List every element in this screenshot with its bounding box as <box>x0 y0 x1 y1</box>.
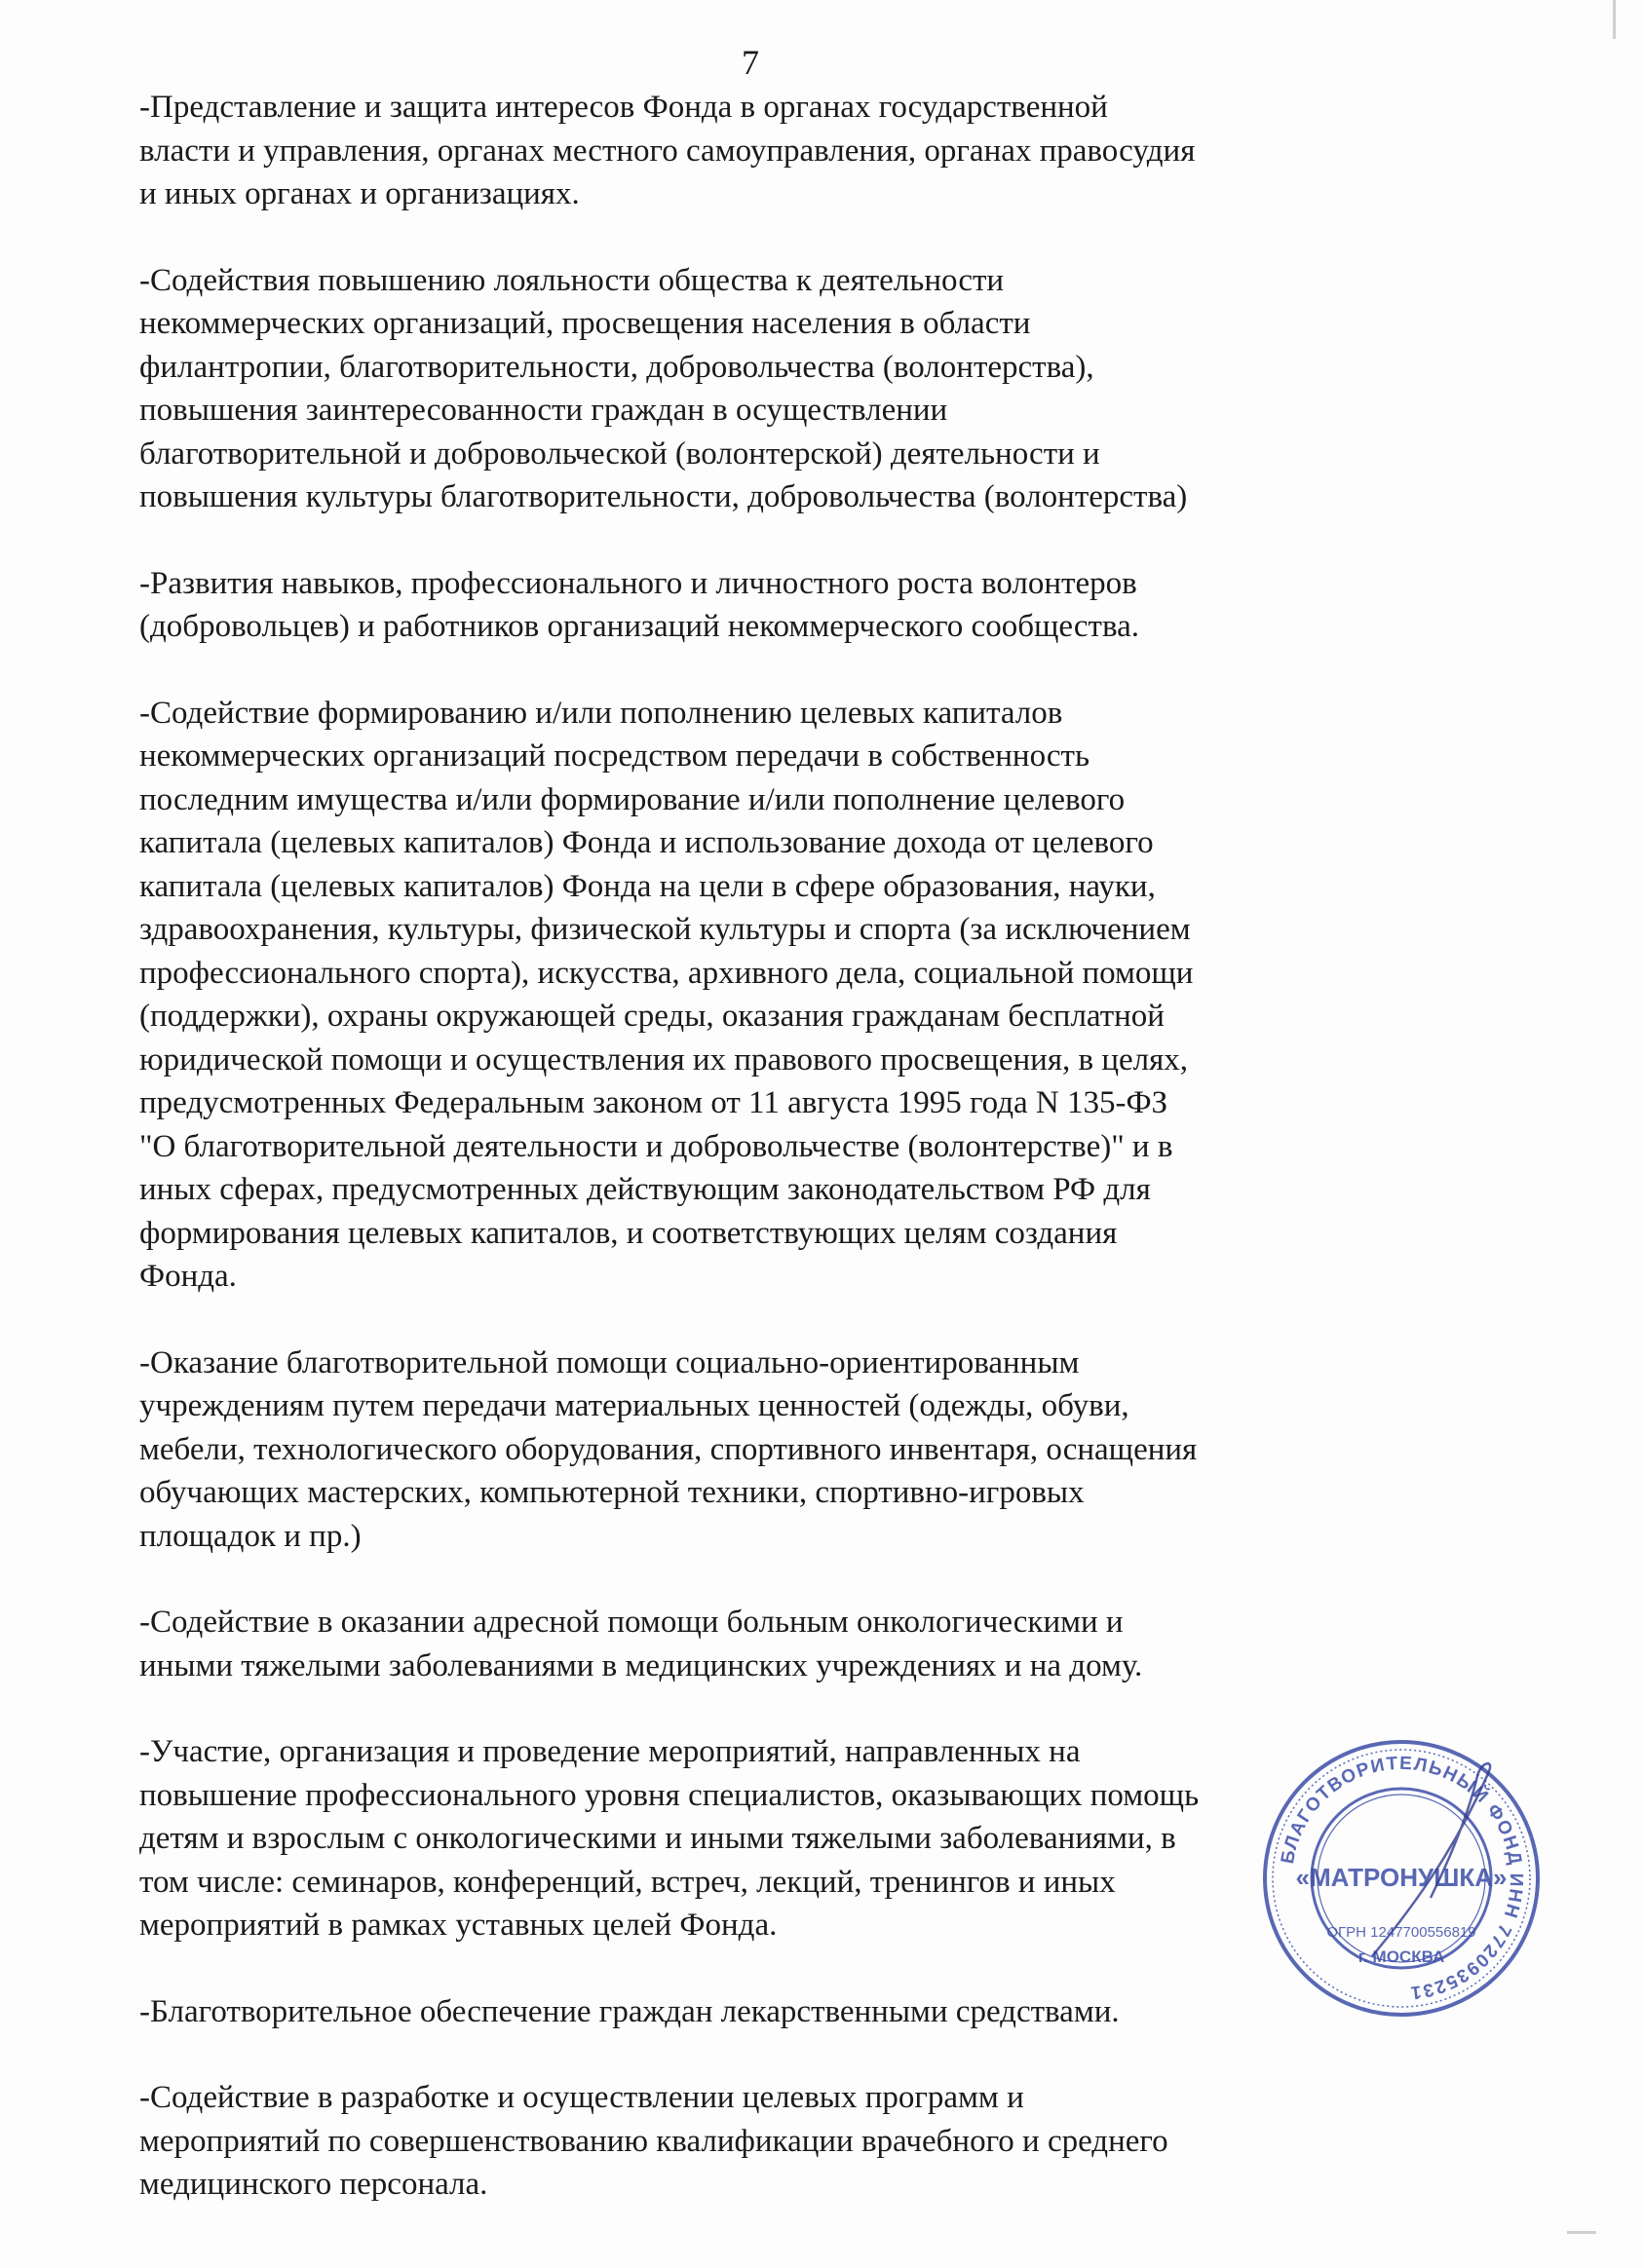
text-line: -Оказание благотворительной помощи социально-ориентированным <box>139 1344 1080 1380</box>
paragraph <box>139 1342 1406 1559</box>
text-line: (поддержки), охраны окружающей среды, оказания гражданам бесплатной <box>139 999 1165 1034</box>
scan-edge-mark <box>1613 0 1616 39</box>
text-line: повышения культуры благотворительности, добровольчества (волонтерства) <box>139 479 1188 514</box>
text-line: -Содействие в оказании адресной помощи больным онкологическими и <box>139 1605 1124 1640</box>
text-line: "О благотворительной деятельности и добровольчестве (волонтерстве)" и в <box>139 1128 1173 1164</box>
text-line: -Содействие формированию и/или пополнению целевых капиталов <box>139 695 1063 731</box>
text-line: филантропии, благотворительности, добровольчества (волонтерства), <box>139 349 1094 385</box>
page-number: 7 <box>742 43 759 82</box>
text-line: некоммерческих организаций посредством передачи в собственность <box>139 738 1090 774</box>
text-line: площадок и пр.) <box>139 1518 362 1554</box>
text-line: -Содействие в разработке и осуществлении целевых программ и <box>139 2080 1024 2115</box>
text-line: -Благотворительное обеспечение граждан лекарственными средствами. <box>139 1993 1120 2029</box>
seal-center-text: «МАТРОНУШКА» <box>1295 1863 1508 1892</box>
seal-ring-text: БЛАГОТВОРИТЕЛЬНЫЙ ФОНД ИНН 7720935231 <box>1277 1753 1527 2003</box>
text-line: некоммерческих организаций, просвещения населения в области <box>139 306 1031 341</box>
text-line: последним имущества и/или формирование и/или пополнение целевого <box>139 781 1126 817</box>
paragraph <box>139 692 1406 1299</box>
document-body <box>139 86 1406 2249</box>
text-line: капитала (целевых капиталов) Фонда на цели в сфере образования, науки, <box>139 868 1156 904</box>
text-line: (добровольцев) и работников организаций некоммерческого сообщества. <box>139 609 1139 644</box>
text-line: повышения заинтересованности граждан в осуществлении <box>139 393 948 428</box>
text-line: обучающих мастерских, компьютерной техники, спортивно-игровых <box>139 1475 1085 1510</box>
text-line: здравоохранения, культуры, физической культуры и спорта (за исключением <box>139 912 1191 947</box>
text-line: профессионального спорта), искусства, архивного дела, социальной помощи <box>139 955 1194 991</box>
paragraph <box>139 562 1406 649</box>
text-line: предусмотренных Федеральным законом от 11 августа 1995 года N 135-ФЗ <box>139 1085 1168 1120</box>
text-line: власти и управления, органах местного самоуправления, органах правосудия <box>139 132 1196 169</box>
text-line: Фонда. <box>139 1259 237 1294</box>
seal-ogrn-text: ОГРН 1247700556819 <box>1326 1924 1476 1941</box>
text-line: капитала (целевых капиталов) Фонда и использование дохода от целевого <box>139 825 1154 860</box>
text-line: детям и взрослым с онкологическими и иными тяжелыми заболеваниями, в <box>139 1821 1176 1856</box>
text-line: иных сферах, предусмотренных действующим законодательством РФ для <box>139 1172 1151 1207</box>
paragraph <box>139 86 1406 216</box>
paragraph <box>139 1730 1406 1947</box>
text-line: -Представление и защита интересов Фонда в органах государственной <box>139 90 1108 125</box>
text-line: -Содействия повышению лояльности общества к деятельности <box>139 262 1005 298</box>
paragraph <box>139 1990 1406 2034</box>
paragraph <box>139 259 1406 519</box>
paragraph <box>139 1601 1406 1687</box>
text-line: повышение профессионального уровня специалистов, оказывающих помощь <box>139 1777 1200 1813</box>
scan-edge-mark <box>1567 2231 1596 2234</box>
seal-city-text: г. МОСКВА <box>1357 1947 1445 1966</box>
text-line: том числе: семинаров, конференций, встреч, лекций, тренингов и иных <box>139 1864 1116 1900</box>
text-line: медицинского персонала. <box>139 2167 488 2202</box>
text-line: -Участие, организация и проведение мероприятий, направленных на <box>139 1734 1081 1769</box>
text-line: благотворительной и добровольческой (волонтерской) деятельности и <box>139 435 1100 472</box>
paragraph <box>139 2076 1406 2207</box>
text-line: мероприятий в рамках уставных целей Фонда. <box>139 1908 778 1943</box>
text-line: и иных органах и организациях. <box>139 176 580 211</box>
text-line: -Развития навыков, профессионального и личностного роста волонтеров <box>139 565 1137 601</box>
text-line: мебели, технологического оборудования, спортивного инвентаря, оснащения <box>139 1431 1198 1467</box>
text-line: иными тяжелыми заболеваниями в медицинских учреждениях и на дому. <box>139 1647 1143 1683</box>
text-line: юридической помощи и осуществления их правового просвещения, в целях, <box>139 1041 1189 1077</box>
text-line: формирования целевых капиталов, и соответствующих целям создания <box>139 1215 1118 1251</box>
official-seal <box>1255 1732 1548 2024</box>
text-line: мероприятий по совершенствованию квалификации врачебного и среднего <box>139 2123 1168 2159</box>
text-line: учреждениям путем передачи материальных ценностей (одежды, обуви, <box>139 1388 1129 1423</box>
